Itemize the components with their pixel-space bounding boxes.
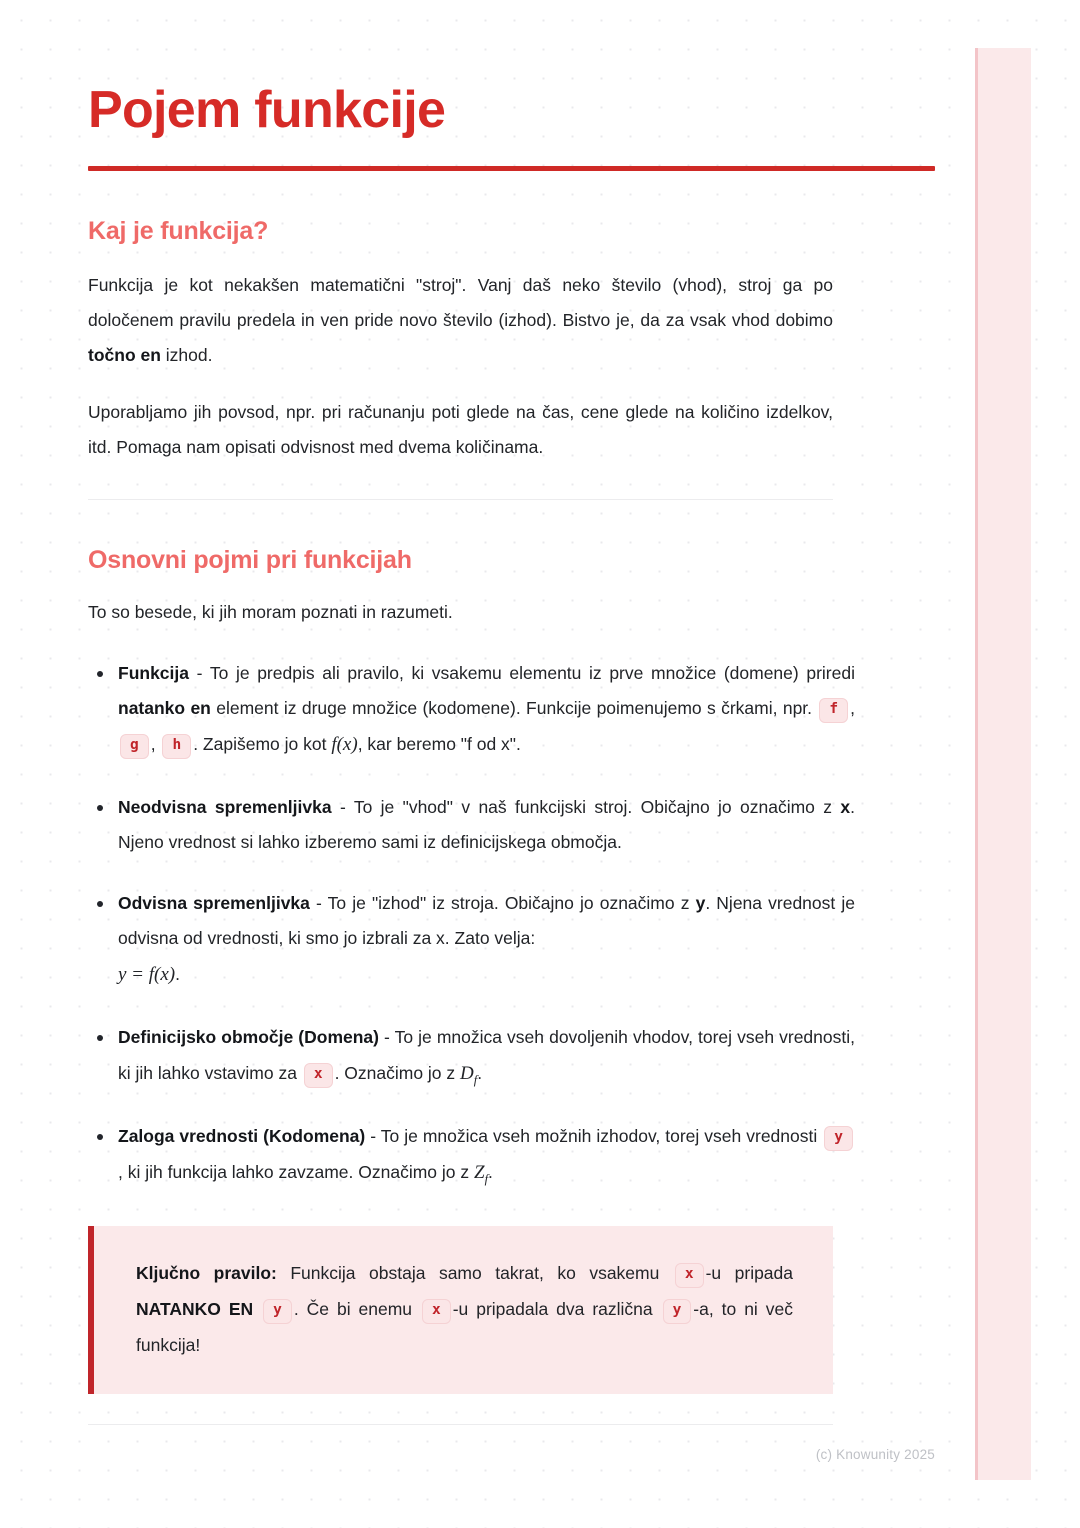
- footer-divider: [88, 1424, 833, 1425]
- callout-text-b: -u pripada: [705, 1263, 794, 1284]
- term-emphasis-y: y: [695, 893, 706, 914]
- term-emphasis-x: x: [840, 797, 851, 818]
- term-text-domena-b: . Označimo jo z: [334, 1063, 461, 1084]
- list-item-neodvisna-spremenljivka: [118, 790, 855, 860]
- term-label-funkcija: Funkcija: [118, 663, 189, 684]
- math-domain-letter: D: [460, 1063, 474, 1085]
- term-emphasis-natanko-en: natanko en: [118, 698, 211, 719]
- code-chip-y-kodomena: y: [824, 1126, 853, 1151]
- terms-list: [88, 656, 932, 1192]
- term-text-odvisna-a: To je "izhod" iz stroja. Običajno jo označimo z: [327, 893, 696, 914]
- term-text-funkcija-d: . Zapišemo jo kot: [193, 734, 332, 755]
- math-codomain-sub: f: [484, 1171, 489, 1186]
- paragraph-intro-terms: To so besede, ki jih moram poznati in razumeti.: [88, 602, 453, 623]
- list-item-odvisna-spremenljivka: [118, 886, 855, 994]
- term-dash-3: -: [379, 1027, 395, 1048]
- key-rule-callout: [88, 1226, 833, 1394]
- math-domain-symbol: [460, 1063, 478, 1087]
- callout-text-d: -u pripadala dva različna: [452, 1299, 661, 1320]
- list-item-funkcija: Funkcija - To je predpis ali pravilo, ki vsakemu elementu iz prve množice (domene) priredi natanko en element iz druge množice (kodomene). Funkcije poimenujemo s črkami, npr. f , g , h . Zapišemo jo kot f(x), kar beremo "f od x".: [118, 656, 855, 764]
- section-heading-2: Osnovni pojmi pri funkcijah: [88, 546, 412, 575]
- list-item-zaloga-vrednosti: [118, 1119, 855, 1192]
- code-chip-g: g: [120, 734, 149, 759]
- term-label-kodomena: Zaloga vrednosti (Kodomena): [118, 1126, 366, 1147]
- paragraph-definition-part-b: izhod.: [160, 345, 213, 366]
- list-item-definicijsko-obmocje: [118, 1020, 855, 1093]
- callout-text: [136, 1256, 793, 1364]
- code-chip-y-callout-1: y: [263, 1299, 292, 1324]
- callout-text-a: Funkcija obstaja samo takrat, ko vsakemu: [276, 1263, 673, 1284]
- term-dash-0: -: [189, 663, 210, 684]
- math-f-of-x: f(x): [331, 734, 358, 756]
- code-chip-f: f: [819, 698, 848, 723]
- math-y-equals-f-of-x: y = f(x): [118, 964, 176, 986]
- section-divider-1: [88, 499, 833, 500]
- term-dash-1: -: [331, 797, 354, 818]
- code-chip-x-domena: x: [304, 1063, 333, 1088]
- term-dash-2: -: [309, 893, 328, 914]
- math-codomain-symbol: [473, 1162, 489, 1186]
- page-title: Pojem funkcije: [88, 81, 446, 139]
- callout-text-c: . Če bi enemu: [293, 1299, 420, 1320]
- callout-text-e: -a, to ni več funkcija!: [136, 1299, 793, 1355]
- math-codomain-letter: Z: [473, 1162, 485, 1184]
- term-dash-4: -: [365, 1126, 381, 1147]
- code-chip-x-callout-1: x: [675, 1263, 704, 1288]
- paragraph-definition-emphasis: točno en: [88, 345, 161, 366]
- term-text-kodomena-c: .: [488, 1162, 493, 1183]
- footer-copyright: (c) Knowunity 2025: [815, 1446, 935, 1462]
- code-chip-y-callout-2: y: [663, 1299, 692, 1324]
- paragraph-definition-part-a: Funkcija je kot nekakšen matematični "stroj". Vanj daš neko število (vhod), stroj ga po določenem pravilu predela in ven pride novo število (izhod). Bistvo je, da za vsak vhod dobimo: [88, 275, 833, 331]
- section-heading-1: Kaj je funkcija?: [88, 217, 269, 246]
- title-underline-rule: [88, 166, 935, 171]
- callout-emphasis-natanko-en: NATANKO EN: [136, 1299, 254, 1320]
- callout-label: Ključno pravilo:: [136, 1263, 277, 1284]
- term-text-neodvisna-a: To je "vhod" v naš funkcijski stroj. Običajno jo označimo z: [353, 797, 841, 818]
- term-text-domena-c: .: [477, 1063, 483, 1084]
- term-label-neodvisna: Neodvisna spremenljivka: [118, 797, 332, 818]
- paragraph-definition: [88, 268, 833, 373]
- term-text-odvisna-c: . Njena vrednost je odvisna od vrednosti, ki smo jo izbrali za x. Zato velja:: [118, 893, 855, 949]
- term-text-funkcija-e: , kar beremo "f od x".: [357, 734, 521, 755]
- term-text-funkcija-a: To je predpis ali pravilo, ki vsakemu elementu iz prve množice (domene) priredi: [209, 663, 855, 684]
- section-osnovni-pojmi: [88, 546, 935, 1462]
- term-label-odvisna: Odvisna spremenljivka: [118, 893, 310, 914]
- term-text-neodvisna-c: . Njeno vrednost si lahko izberemo sami iz definicijskega območja.: [118, 797, 855, 853]
- term-text-kodomena-a: To je množica vseh možnih izhodov, torej vseh vrednosti: [380, 1126, 823, 1147]
- term-text-odvisna-d: .: [175, 964, 180, 985]
- term-text-funkcija-c: element iz druge množice (kodomene). Funkcije poimenujemo s črkami, npr.: [210, 698, 818, 719]
- term-label-domena: Definicijsko območje (Domena): [118, 1027, 379, 1048]
- code-chip-h: h: [162, 734, 191, 759]
- term-text-domena-a: To je množica vseh dovoljenih vhodov, torej vseh vrednosti, ki jih lahko vstavimo za: [118, 1027, 855, 1084]
- math-domain-sub: f: [473, 1072, 478, 1087]
- paragraph-usage: Uporabljamo jih povsod, npr. pri računanju poti glede na čas, cene glede na količino izdelkov, itd. Pomaga nam opisati odvisnost med dvema količinama.: [88, 402, 833, 458]
- term-text-kodomena-b: , ki jih funkcija lahko zavzame. Označimo jo z: [118, 1162, 474, 1183]
- code-chip-x-callout-2: x: [422, 1299, 451, 1324]
- section-kaj-je-funkcija: [88, 217, 932, 500]
